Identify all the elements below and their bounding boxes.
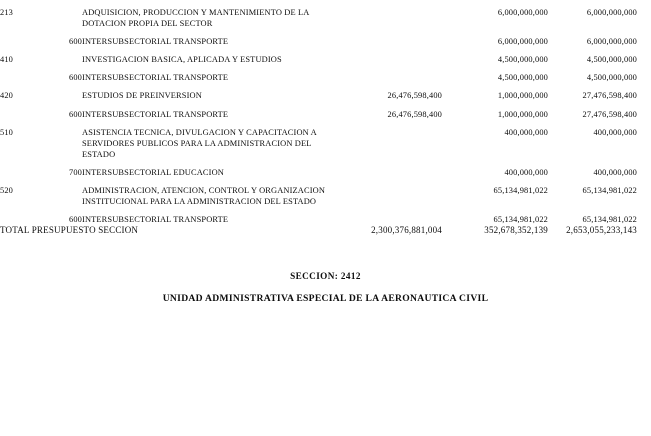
row-amount-2: 65,134,981,022 <box>493 215 548 225</box>
total-amount-2: 352,678,352,139 <box>484 225 548 236</box>
row-amount-2: 6,000,000,000 <box>497 8 548 17</box>
row-amount-2: 4,500,000,000 <box>497 73 548 83</box>
row-subcode <box>52 47 82 65</box>
row-amount-3: 6,000,000,000 <box>586 8 637 17</box>
row-amount-3: 65,134,981,022 <box>582 186 637 196</box>
row-amount-3: 4,500,000,000 <box>586 55 637 65</box>
table-row <box>0 47 651 65</box>
row-amount-3: 27,476,598,400 <box>582 91 637 101</box>
row-amount-1 <box>330 178 442 207</box>
row-amount-3: 4,500,000,000 <box>586 73 637 83</box>
row-amount-1 <box>330 0 442 29</box>
row-description: INTERSUBSECTORIAL EDUCACION <box>82 167 225 177</box>
table-row <box>0 120 651 160</box>
total-amount-3: 2,653,055,233,143 <box>566 225 637 236</box>
row-amount-1 <box>330 207 442 225</box>
row-amount-1: 26,476,598,400 <box>387 91 442 101</box>
row-subcode: 700 <box>68 167 82 177</box>
row-code: 213 <box>0 8 14 17</box>
row-subcode <box>52 120 82 160</box>
row-subcode <box>52 0 82 29</box>
table-row <box>0 65 651 83</box>
row-amount-3: 65,134,981,022 <box>582 215 637 225</box>
row-code <box>0 102 52 120</box>
row-subcode: 600 <box>68 73 82 83</box>
row-description: ASISTENCIA TECNICA, DIVULGACION Y CAPACITACION A SERVIDORES PUBLICOS PARA LA ADMINISTRACION DEL ESTADO <box>82 127 317 159</box>
row-subcode: 600 <box>68 109 82 119</box>
row-amount-3: 400,000,000 <box>593 167 637 177</box>
row-amount-3: 6,000,000,000 <box>586 37 637 47</box>
row-amount-2: 400,000,000 <box>504 127 548 137</box>
row-amount-1 <box>330 160 442 178</box>
table-row <box>0 0 651 29</box>
row-amount-1 <box>330 29 442 47</box>
table-row <box>0 29 651 47</box>
row-subcode <box>52 178 82 207</box>
row-amount-2: 4,500,000,000 <box>497 55 548 65</box>
row-subcode: 600 <box>68 37 82 47</box>
total-row <box>0 225 651 237</box>
row-code: 410 <box>0 55 14 65</box>
row-code: 420 <box>0 91 14 101</box>
table-row <box>0 102 651 120</box>
row-code: 520 <box>0 186 14 196</box>
row-amount-2: 400,000,000 <box>504 167 548 177</box>
row-amount-3: 27,476,598,400 <box>582 109 637 119</box>
row-description: INTERSUBSECTORIAL TRANSPORTE <box>82 215 229 225</box>
row-amount-1 <box>330 47 442 65</box>
total-amount-1: 2,300,376,881,004 <box>371 225 442 236</box>
table-row <box>0 207 651 225</box>
section-title: UNIDAD ADMINISTRATIVA ESPECIAL DE LA AERONAUTICA CIVIL <box>162 293 489 305</box>
total-label: TOTAL PRESUPUESTO SECCION <box>0 225 139 236</box>
table-row <box>0 160 651 178</box>
row-description: INVESTIGACION BASICA, APLICADA Y ESTUDIOS <box>82 55 282 65</box>
row-amount-3: 400,000,000 <box>593 127 637 137</box>
row-amount-1: 26,476,598,400 <box>387 109 442 119</box>
row-amount-2: 1,000,000,000 <box>497 91 548 101</box>
section-number: SECCION: 2412 <box>290 271 361 282</box>
row-description: ADMINISTRACION, ATENCION, CONTROL Y ORGANIZACION INSTITUCIONAL PARA LA ADMINISTRACION DEL ESTADO <box>82 186 326 207</box>
row-description: ESTUDIOS DE PREINVERSION <box>82 91 202 101</box>
row-code <box>0 160 52 178</box>
row-code <box>0 29 52 47</box>
row-amount-2: 65,134,981,022 <box>493 186 548 196</box>
row-description: ADQUISICION, PRODUCCION Y MANTENIMIENTO DE LA DOTACION PROPIA DEL SECTOR <box>82 8 309 29</box>
row-code <box>0 207 52 225</box>
row-amount-2: 6,000,000,000 <box>497 37 548 47</box>
row-code <box>0 65 52 83</box>
table-row <box>0 178 651 207</box>
row-description: INTERSUBSECTORIAL TRANSPORTE <box>82 109 229 119</box>
row-subcode: 600 <box>68 215 82 225</box>
row-code: 510 <box>0 127 14 137</box>
row-description: INTERSUBSECTORIAL TRANSPORTE <box>82 37 229 47</box>
row-amount-2: 1,000,000,000 <box>497 109 548 119</box>
row-subcode <box>52 83 82 101</box>
section-footer <box>0 271 651 304</box>
row-description: INTERSUBSECTORIAL TRANSPORTE <box>82 73 229 83</box>
table-row <box>0 83 651 101</box>
row-amount-1 <box>330 120 442 160</box>
row-amount-1 <box>330 65 442 83</box>
